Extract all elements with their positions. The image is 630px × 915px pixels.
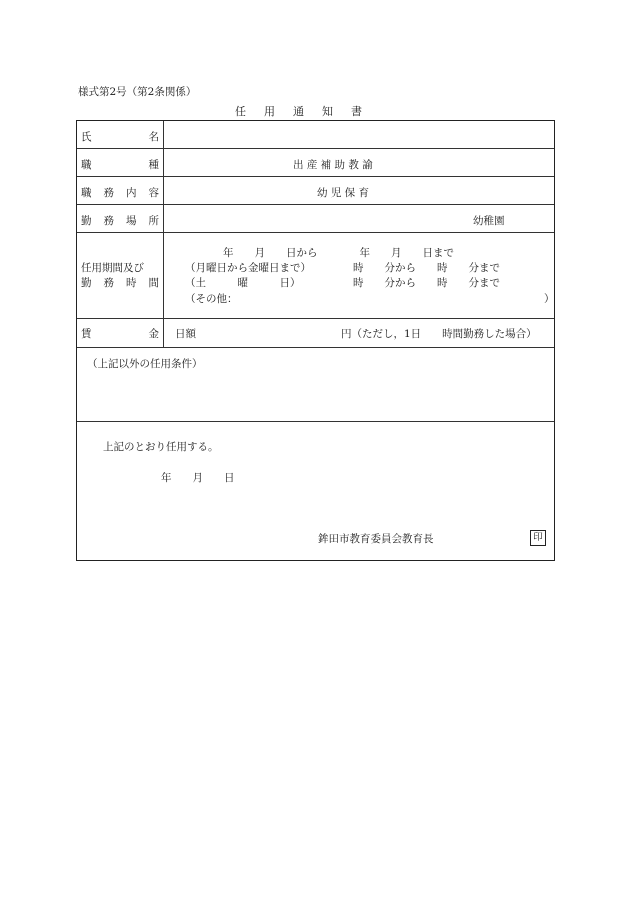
workplace-value: 幼稚園 [473, 215, 505, 227]
other-conditions-label: （上記以外の任用条件） [87, 358, 203, 370]
label-char: 金 [148, 328, 159, 340]
label-char: 賃 [81, 328, 92, 340]
period-date-range: 年 月 日から 年 月 日まで [223, 247, 454, 259]
label-char: 容 [148, 187, 159, 199]
job-type-value: 出 産 補 助 教 諭 [293, 159, 373, 171]
label-char: 種 [148, 159, 159, 171]
wage-note: 円（ただし，1日 時間勤務した場合） [341, 328, 537, 340]
saturday-label: （土 曜 日） [185, 277, 301, 289]
document-title: 任用通知書 [235, 105, 380, 118]
job-type-label [81, 157, 159, 172]
row-divider [77, 176, 554, 177]
saturday-hours: 時 分から 時 分まで [353, 277, 500, 289]
name-label [81, 129, 159, 144]
period-label-line1: 任用期間及び [81, 262, 144, 274]
label-char: 職 [81, 159, 92, 171]
label-char: 名 [148, 131, 159, 143]
other-schedule-close: ） [544, 293, 555, 305]
label-char: 時 [126, 277, 137, 289]
row-divider [77, 148, 554, 149]
label-char: 務 [103, 215, 114, 227]
seal-mark [530, 530, 546, 546]
date-line: 年 月 日 [161, 472, 235, 484]
weekday-label: （月曜日から金曜日まで） [185, 262, 311, 274]
row-divider [77, 318, 554, 319]
label-char: 場 [126, 215, 137, 227]
label-char: 内 [126, 187, 137, 199]
duties-value: 幼 児 保 育 [317, 187, 370, 199]
label-column-divider [163, 121, 164, 347]
other-schedule-label: （その他： [185, 293, 238, 305]
duties-label [81, 185, 159, 200]
wage-daily: 日額 [175, 328, 196, 340]
row-divider [77, 232, 554, 233]
weekday-hours: 時 分から 時 分まで [353, 262, 500, 274]
issuer: 鉾田市教育委員会教育長 [318, 533, 434, 545]
label-char: 勤 [81, 215, 92, 227]
label-char: 務 [103, 277, 114, 289]
row-divider [77, 421, 554, 422]
row-divider [77, 347, 554, 348]
appointment-statement: 上記のとおり任用する。 [103, 441, 219, 453]
label-char: 務 [103, 187, 114, 199]
label-char: 職 [81, 187, 92, 199]
label-char: 間 [148, 277, 159, 289]
period-label-line2 [81, 275, 159, 290]
form-number: 様式第2号（第2条関係） [78, 86, 197, 98]
row-divider [77, 204, 554, 205]
label-char: 氏 [81, 131, 92, 143]
appointment-form [76, 120, 555, 561]
label-char: 勤 [81, 277, 92, 289]
seal-stamp: 印 [530, 530, 546, 546]
label-char: 所 [148, 215, 159, 227]
workplace-label [81, 213, 159, 228]
wage-label [81, 326, 159, 341]
